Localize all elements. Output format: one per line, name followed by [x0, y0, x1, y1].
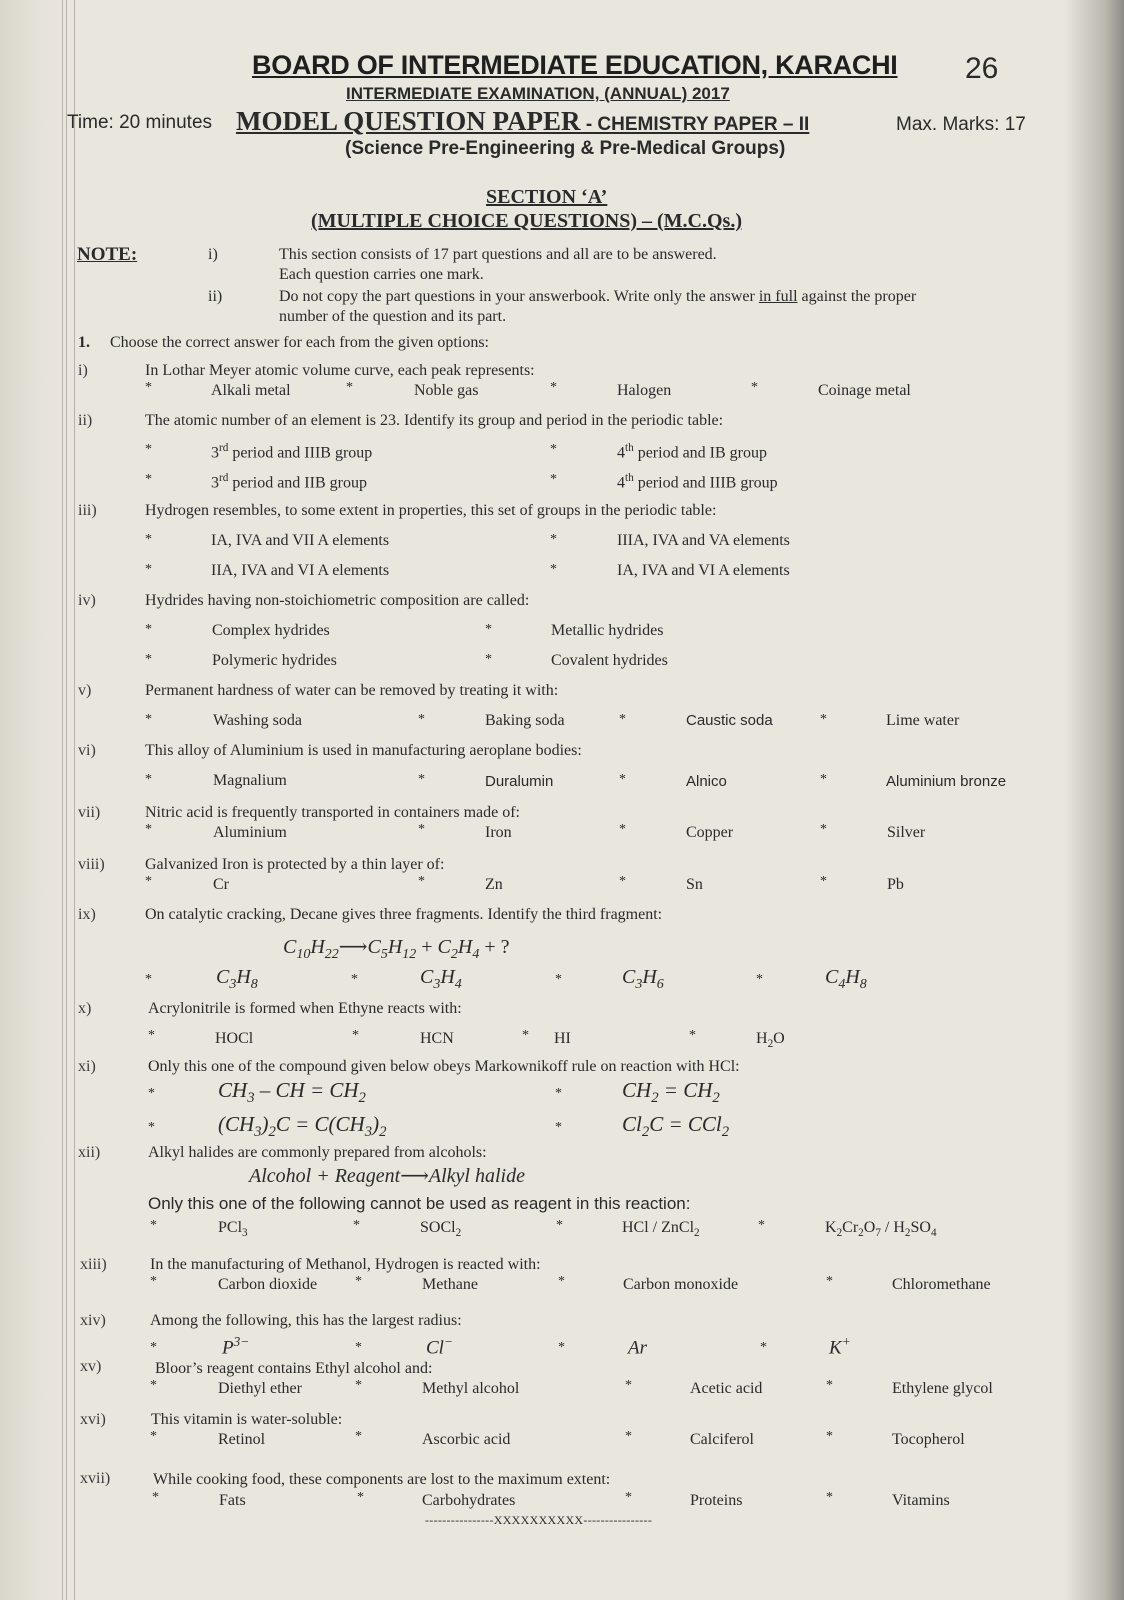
- formula-sub: 8: [859, 977, 867, 992]
- ion-symbol: K: [829, 1337, 842, 1359]
- option: [617, 442, 767, 462]
- question-text: Permanent hardness of water can be removed by treating it with:: [145, 682, 559, 699]
- formula-sub: 3: [364, 1124, 373, 1141]
- bullet: *: [826, 1274, 833, 1289]
- option: [426, 1334, 453, 1359]
- option: [622, 966, 664, 993]
- question-num: iii): [78, 502, 97, 519]
- option: Lime water: [886, 712, 960, 729]
- bullet: *: [550, 442, 557, 457]
- option: Ascorbic acid: [422, 1431, 511, 1448]
- option: [420, 966, 462, 993]
- option: Metallic hydrides: [551, 622, 664, 639]
- eq-sub: 12: [402, 947, 417, 962]
- option: Silver: [887, 824, 926, 841]
- note-label: NOTE:: [77, 244, 138, 265]
- option: Chloromethane: [892, 1276, 991, 1293]
- ordinal: 4: [617, 444, 625, 462]
- formula-sub: 7: [875, 1227, 881, 1240]
- note-text: This section consists of 17 part questions and all are to be answered.: [279, 246, 717, 263]
- exam-subtitle: INTERMEDIATE EXAMINATION, (ANNUAL) 2017: [346, 84, 730, 103]
- margin-rule: [74, 0, 75, 1600]
- question-text: The atomic number of an element is 23. Identify its group and period in the periodic table:: [145, 412, 724, 429]
- option: HI: [554, 1030, 571, 1047]
- formula-sub: 3: [242, 1227, 248, 1240]
- bullet: *: [355, 1429, 362, 1444]
- scan-shadow-left: [0, 0, 70, 1600]
- bullet: *: [485, 652, 492, 667]
- margin-rule: [66, 0, 67, 1600]
- eq-part: C: [367, 936, 381, 958]
- option: HCN: [420, 1030, 454, 1047]
- ion-charge: 3−: [233, 1334, 250, 1349]
- bullet: *: [351, 972, 358, 987]
- note-text-part: against the proper: [797, 288, 917, 305]
- option: Cr: [213, 876, 229, 893]
- bullet: *: [550, 380, 557, 395]
- bullet: *: [689, 1028, 696, 1043]
- bullet: *: [760, 1340, 767, 1355]
- option: Alnico: [686, 773, 727, 790]
- option: Magnalium: [213, 772, 287, 789]
- formula-sub: 2: [268, 1124, 276, 1141]
- ordinal: 3: [211, 444, 219, 462]
- paper-title: [236, 106, 809, 137]
- formula-part: SOCl: [420, 1219, 456, 1236]
- option: [628, 1334, 647, 1359]
- ordinal: 3: [211, 474, 219, 492]
- formula-part: C: [825, 966, 839, 988]
- option: Aluminium bronze: [886, 773, 1007, 790]
- option: Carbon dioxide: [218, 1276, 318, 1293]
- question-text: While cooking food, these components are lost to the maximum extent:: [153, 1471, 611, 1488]
- formula-sub: 4: [454, 977, 462, 992]
- option: [617, 472, 778, 492]
- bullet: *: [555, 1086, 562, 1101]
- arrow-icon: ⟶: [400, 1165, 429, 1187]
- option: Methane: [422, 1276, 478, 1293]
- bullet: *: [558, 1340, 565, 1355]
- note-num: ii): [208, 288, 223, 305]
- question-num: xiv): [80, 1312, 106, 1329]
- bullet: *: [820, 712, 827, 727]
- formula-sub: 2: [379, 1124, 387, 1141]
- question-num: xv): [80, 1358, 102, 1375]
- page-number: 26: [965, 52, 999, 85]
- bullet: *: [152, 1490, 159, 1505]
- board-title: BOARD OF INTERMEDIATE EDUCATION, KARACHI: [252, 50, 898, 80]
- bullet: *: [418, 712, 425, 727]
- option: Complex hydrides: [212, 622, 330, 639]
- bullet: *: [826, 1490, 833, 1505]
- bullet: *: [355, 1340, 362, 1355]
- option: [756, 1030, 785, 1050]
- option: IIIA, IVA and VA elements: [617, 532, 790, 549]
- eq-sub: 5: [380, 947, 388, 962]
- option: Noble gas: [414, 382, 479, 399]
- question-text: Galvanized Iron is protected by a thin layer of:: [145, 856, 445, 873]
- bullet: *: [145, 442, 152, 457]
- eq-part: +: [416, 936, 438, 958]
- formula-part: ): [261, 1112, 269, 1136]
- question-text: Acrylonitrile is formed when Ethyne reacts with:: [148, 1000, 462, 1017]
- question-text-2: Only this one of the following cannot be used as reagent in this reaction:: [148, 1194, 691, 1213]
- question-text: In the manufacturing of Methanol, Hydrogen is reacted with:: [150, 1256, 541, 1273]
- groups: (Science Pre-Engineering & Pre-Medical Groups): [345, 138, 786, 159]
- bullet: *: [556, 1218, 563, 1233]
- bullet: *: [555, 972, 562, 987]
- ordinal-suffix: rd: [219, 472, 229, 484]
- bullet: *: [357, 1490, 364, 1505]
- bullet: *: [150, 1274, 157, 1289]
- question-num: xi): [78, 1058, 96, 1075]
- formula-part: H: [845, 966, 860, 988]
- bullet: *: [150, 1378, 157, 1393]
- option: [216, 966, 258, 993]
- question-num: viii): [78, 856, 105, 873]
- question-text: Bloor’s reagent contains Ethyl alcohol and:: [155, 1360, 433, 1377]
- question-num: vii): [78, 804, 101, 821]
- question-text: In Lothar Meyer atomic volume curve, each peak represents:: [145, 362, 535, 379]
- eq-sub: 10: [296, 947, 311, 962]
- formula-sub: 3: [433, 977, 441, 992]
- formula-sub: 2: [455, 1227, 462, 1240]
- option: Carbohydrates: [422, 1492, 516, 1509]
- option: Halogen: [617, 382, 672, 399]
- formula-part: O: [863, 1219, 876, 1236]
- ion-symbol: Ar: [628, 1337, 647, 1359]
- option: [829, 1334, 851, 1359]
- eq-sub: 22: [324, 947, 339, 962]
- option: [420, 1219, 461, 1239]
- note-text: [279, 288, 916, 306]
- bullet: *: [758, 1218, 765, 1233]
- bullet: *: [751, 380, 758, 395]
- formula-part: C: [216, 966, 230, 988]
- ordinal-suffix: th: [625, 442, 634, 454]
- question-text: Nitric acid is frequently transported in containers made of:: [145, 804, 520, 821]
- option: [222, 1334, 249, 1359]
- option: Methyl alcohol: [422, 1380, 520, 1397]
- question-num: i): [78, 362, 88, 379]
- paper-subject: - CHEMISTRY PAPER – II: [580, 114, 810, 135]
- question-text: This vitamin is water-soluble:: [151, 1411, 343, 1428]
- bullet: *: [619, 712, 626, 727]
- eq-part: C: [283, 936, 297, 958]
- option: Washing soda: [213, 712, 302, 729]
- paper-title-main: MODEL QUESTION PAPER: [236, 106, 581, 136]
- bullet: *: [550, 562, 557, 577]
- bullet: *: [145, 712, 152, 727]
- option: IA, IVA and VII A elements: [211, 532, 390, 549]
- bullet: *: [148, 1086, 155, 1101]
- formula-sub: 2: [641, 1124, 650, 1141]
- option: Copper: [686, 824, 734, 841]
- formula-part: K: [825, 1219, 837, 1236]
- formula-sub: 8: [250, 977, 258, 992]
- option: Carbon monoxide: [623, 1276, 739, 1293]
- bullet: *: [148, 1028, 155, 1043]
- ordinal: 4: [617, 474, 625, 492]
- formula-sub: 2: [721, 1124, 730, 1141]
- time-allowed: Time: 20 minutes: [67, 112, 213, 133]
- bullet: *: [826, 1378, 833, 1393]
- reaction-part: Alkyl halide: [428, 1165, 525, 1187]
- option: Caustic soda: [686, 712, 773, 729]
- eq-part: H: [387, 936, 403, 958]
- bullet: *: [145, 874, 152, 889]
- option: Alkali metal: [211, 382, 291, 399]
- option: Coinage metal: [818, 382, 911, 399]
- option: [211, 472, 367, 492]
- note-text-underlined: in full: [758, 288, 798, 305]
- note-text: number of the question and its part.: [279, 308, 507, 325]
- question-num: iv): [78, 592, 96, 609]
- eq-part: + ?: [479, 936, 510, 958]
- ion-charge: −: [443, 1334, 453, 1349]
- formula-sub: 2: [904, 1227, 911, 1240]
- option: Diethyl ether: [218, 1380, 302, 1397]
- bullet: *: [355, 1274, 362, 1289]
- option-rest: period and IIIB group: [633, 474, 778, 492]
- question-num: x): [78, 1000, 92, 1017]
- question-text: Hydrogen resembles, to some extent in properties, this set of groups in the periodic table:: [145, 502, 717, 519]
- note-text-part: Do not copy the part questions in your answerbook. Write only the answer: [279, 288, 759, 305]
- question-text: Alkyl halides are commonly prepared from alcohols:: [148, 1144, 487, 1161]
- margin-rule: [62, 0, 63, 1600]
- question-num: xvi): [80, 1411, 106, 1428]
- formula-sub: 6: [656, 977, 664, 992]
- question-text: On catalytic cracking, Decane gives three fragments. Identify the third fragment:: [145, 906, 663, 923]
- option: Ethylene glycol: [892, 1380, 993, 1397]
- option: Duralumin: [485, 773, 554, 790]
- ion-symbol: Cl: [426, 1337, 444, 1359]
- option: [218, 1219, 248, 1239]
- bullet: *: [150, 1429, 157, 1444]
- bullet: *: [346, 380, 353, 395]
- option: Aluminium: [213, 824, 287, 841]
- option: [622, 1219, 700, 1239]
- formula-part: = CH: [658, 1078, 713, 1102]
- option-rest: period and IIIB group: [228, 444, 373, 462]
- eq-part: H: [310, 936, 325, 958]
- option: Polymeric hydrides: [212, 652, 337, 669]
- option: Zn: [485, 876, 503, 893]
- option: [825, 966, 867, 993]
- option: Covalent hydrides: [551, 652, 668, 669]
- question-text: Among the following, this has the largest radius:: [150, 1312, 462, 1329]
- end-marker: ----------------XXXXXXXXXX----------------: [425, 1513, 653, 1527]
- formula-part: CH: [622, 1078, 652, 1102]
- bullet: *: [619, 822, 626, 837]
- option: [622, 1112, 729, 1141]
- formula-part: SO: [910, 1219, 931, 1236]
- formula-part: H: [236, 966, 251, 988]
- bullet: *: [820, 874, 827, 889]
- reaction-part: Alcohol + Reagent: [249, 1165, 401, 1187]
- bullet: *: [148, 1120, 155, 1135]
- bullet: *: [550, 532, 557, 547]
- formula-part: Cr: [842, 1219, 859, 1236]
- bullet: *: [145, 472, 152, 487]
- bullet: *: [145, 652, 152, 667]
- bullet: *: [150, 1218, 157, 1233]
- bullet: *: [145, 772, 152, 787]
- formula-part: HCl / ZnCl: [622, 1219, 695, 1236]
- formula-sub: 2: [767, 1038, 774, 1051]
- question-number: 1.: [78, 334, 90, 351]
- formula-part: C: [420, 966, 434, 988]
- bullet: *: [418, 772, 425, 787]
- bullet: *: [756, 972, 763, 987]
- formula-sub: 4: [930, 1227, 937, 1240]
- bullet: *: [418, 874, 425, 889]
- option: Calciferol: [690, 1431, 754, 1448]
- formula-part: H: [440, 966, 455, 988]
- option: Retinol: [218, 1431, 266, 1448]
- bullet: *: [625, 1429, 632, 1444]
- formula-part: H: [642, 966, 657, 988]
- scan-shadow-right: [1064, 0, 1124, 1600]
- question-num: xii): [78, 1144, 101, 1161]
- reaction: [249, 1163, 525, 1188]
- arrow-icon: ⟶: [338, 936, 368, 958]
- bullet: *: [145, 822, 152, 837]
- option-rest: period and IIB group: [228, 474, 367, 492]
- formula-sub: 3: [635, 977, 643, 992]
- note-text: Each question carries one mark.: [279, 266, 484, 283]
- question-num: ii): [78, 412, 93, 429]
- eq-sub: 2: [450, 947, 458, 962]
- formula-part: H: [756, 1030, 768, 1047]
- formula-sub: 3: [229, 977, 237, 992]
- question-num: xvii): [80, 1470, 111, 1487]
- bullet: *: [522, 1028, 529, 1043]
- bullet: *: [558, 1274, 565, 1289]
- bullet: *: [145, 622, 152, 637]
- formula-part: PCl: [218, 1219, 243, 1236]
- bullet: *: [145, 532, 152, 547]
- option: Vitamins: [892, 1492, 950, 1509]
- option: [622, 1078, 720, 1107]
- option: [218, 1078, 366, 1107]
- bullet: *: [619, 874, 626, 889]
- section-title: SECTION ‘A’: [486, 186, 608, 208]
- bullet: *: [145, 562, 152, 577]
- question-num: vi): [78, 742, 96, 759]
- note-num: i): [208, 246, 218, 263]
- question-num: ix): [78, 906, 96, 923]
- bullet: *: [145, 972, 152, 987]
- section-subtitle: (MULTIPLE CHOICE QUESTIONS) – (M.C.Qs.): [311, 210, 742, 232]
- option: IIA, IVA and VI A elements: [211, 562, 390, 579]
- option: Fats: [219, 1492, 246, 1509]
- formula-part: / H: [880, 1219, 905, 1236]
- option: IA, IVA and VI A elements: [617, 562, 790, 579]
- question-num: v): [78, 682, 92, 699]
- formula-part: O: [773, 1030, 785, 1047]
- bullet: *: [150, 1340, 157, 1355]
- option: Iron: [485, 824, 512, 841]
- option: Baking soda: [485, 712, 565, 729]
- bullet: *: [353, 1218, 360, 1233]
- formula-part: Cl: [622, 1112, 642, 1136]
- formula-sub: 4: [838, 977, 846, 992]
- formula-sub: 2: [358, 1090, 366, 1107]
- ion-symbol: P: [222, 1337, 234, 1359]
- bullet: *: [145, 380, 152, 395]
- question-text: Hydrides having non-stoichiometric composition are called:: [145, 592, 530, 609]
- option: [825, 1219, 937, 1239]
- option: Tocopherol: [892, 1431, 965, 1448]
- formula-sub: 2: [694, 1227, 700, 1240]
- eq-sub: 4: [472, 947, 480, 962]
- ion-charge: +: [841, 1334, 851, 1349]
- bullet: *: [625, 1490, 632, 1505]
- formula-part: – CH = CH: [254, 1078, 359, 1102]
- question-text: Only this one of the compound given below obeys Markownikoff rule on reaction with HCl:: [148, 1058, 740, 1075]
- option-rest: period and IB group: [633, 444, 768, 462]
- bullet: *: [352, 1028, 359, 1043]
- option: [211, 442, 372, 462]
- question-text: This alloy of Aluminium is used in manufacturing aeroplane bodies:: [145, 742, 582, 759]
- formula-part: C = C(CH: [275, 1112, 365, 1136]
- eq-part: C: [437, 936, 451, 958]
- option: Proteins: [690, 1492, 743, 1509]
- ordinal-suffix: rd: [219, 442, 229, 454]
- option: HOCl: [215, 1030, 254, 1047]
- formula-sub: 3: [247, 1090, 255, 1107]
- question-intro: Choose the correct answer for each from the given options:: [110, 334, 489, 351]
- formula-part: (CH: [218, 1112, 255, 1136]
- formula-sub: 3: [254, 1124, 262, 1141]
- option: Sn: [686, 876, 703, 893]
- option: Pb: [887, 876, 904, 893]
- option: [218, 1112, 386, 1141]
- bullet: *: [485, 622, 492, 637]
- formula-sub: 2: [712, 1090, 720, 1107]
- formula-part: C = CCl: [649, 1112, 722, 1136]
- bullet: *: [619, 772, 626, 787]
- bullet: *: [555, 1120, 562, 1135]
- formula-sub: 2: [836, 1227, 843, 1240]
- formula-part: ): [372, 1112, 380, 1136]
- formula-sub: 2: [858, 1227, 864, 1240]
- question-num: xiii): [80, 1256, 107, 1273]
- bullet: *: [820, 822, 827, 837]
- bullet: *: [418, 822, 425, 837]
- bullet: *: [625, 1378, 632, 1393]
- option: Acetic acid: [690, 1380, 763, 1397]
- bullet: *: [355, 1378, 362, 1393]
- bullet: *: [820, 772, 827, 787]
- equation: [283, 934, 510, 963]
- formula-sub: 2: [651, 1090, 659, 1107]
- bullet: *: [550, 472, 557, 487]
- ordinal-suffix: th: [625, 472, 634, 484]
- formula-part: CH: [218, 1078, 248, 1102]
- bullet: *: [826, 1429, 833, 1444]
- max-marks: Max. Marks: 17: [896, 114, 1026, 135]
- eq-part: H: [457, 936, 473, 958]
- formula-part: C: [622, 966, 636, 988]
